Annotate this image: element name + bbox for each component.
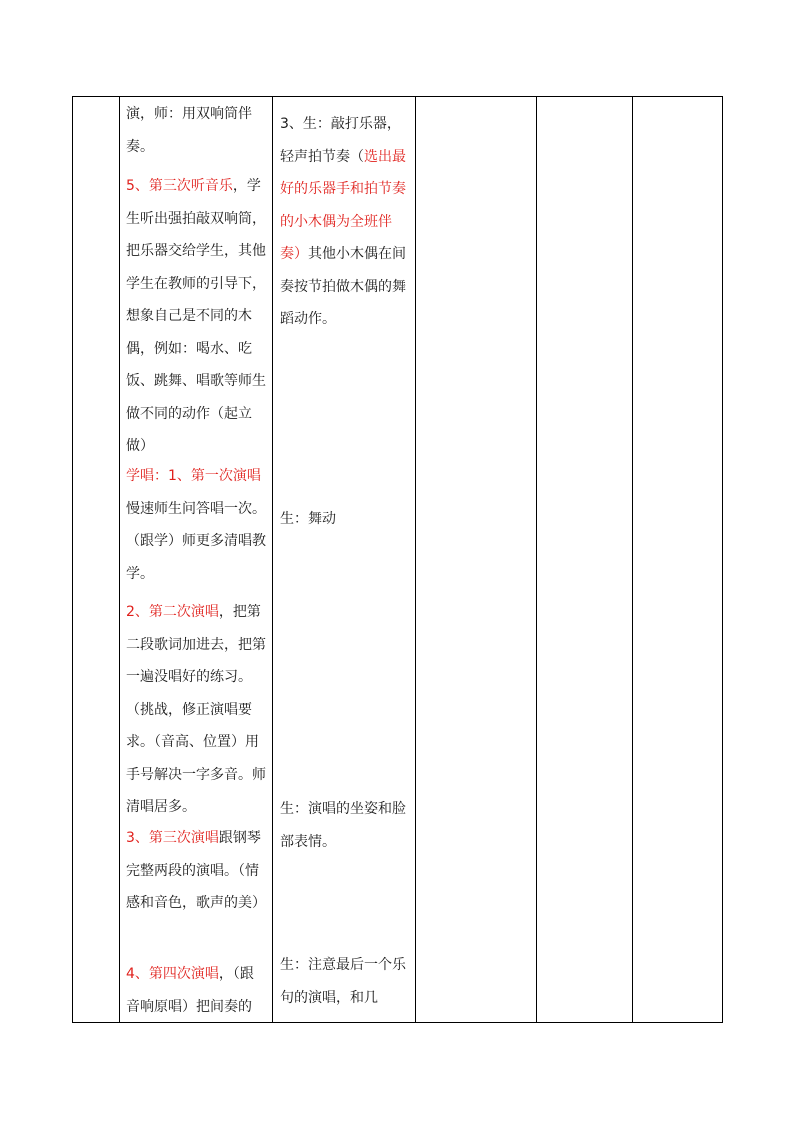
paragraph-text: 慢速师生问答唱一次。（跟学）师更多清唱教学。 <box>126 500 266 582</box>
empty-cell-5 <box>537 97 633 1023</box>
paragraph-text: ，学生听出强拍敲双响筒，把乐器交给学生，其他学生在教师的引导下，想象自己是不同的木偶，例如：喝水、吃饭、跳舞、唱歌等师生做不同的动作（起立做） <box>126 178 266 454</box>
teacher-paragraph-5 <box>126 822 266 920</box>
paragraph-text: 生：注意最后一个乐句的演唱，和几 <box>280 957 406 1006</box>
stage-heading: 学唱：1、第一次演唱 <box>126 468 261 484</box>
teacher-activity-cell <box>120 97 273 1023</box>
stage-heading: 3、第三次演唱 <box>126 830 219 846</box>
student-paragraph-3 <box>280 793 410 858</box>
stage-heading: 5、第三次听音乐 <box>126 178 233 194</box>
table-row <box>73 97 723 1023</box>
paragraph-text: ，把第二段歌词加进去，把第一遍没唱好的练习。（挑战，修正演唱要求。（音高、位置）用手号解决一字多音。师清唱居多。 <box>126 604 266 815</box>
stage-heading: 4、第四次演唱 <box>126 966 219 982</box>
highlight-text: 选出最好的乐器手和拍节奏的小木偶为全班伴奏） <box>280 148 406 262</box>
teacher-paragraph-2 <box>126 170 266 463</box>
stage-heading: 2、第二次演唱 <box>126 604 219 620</box>
step-cell <box>73 97 120 1023</box>
student-activity-cell <box>273 97 416 1023</box>
student-paragraph-2 <box>280 503 410 536</box>
empty-cell-6 <box>633 97 723 1023</box>
paragraph-text: 生：舞动 <box>280 511 336 527</box>
student-paragraph-1 <box>280 108 410 336</box>
paragraph-text: 演，师：用双响筒伴奏。 <box>126 106 252 155</box>
paragraph-text: 3、生：敲打乐器，轻声拍节奏（ <box>280 116 401 165</box>
teacher-paragraph-4 <box>126 596 266 824</box>
teacher-paragraph-1 <box>126 98 266 163</box>
empty-cell-4 <box>416 97 537 1023</box>
paragraph-text: 跟钢琴完整两段的演唱。（情感和音色，歌声的美） <box>126 830 266 911</box>
student-paragraph-4 <box>280 949 410 1014</box>
paragraph-text: ，（跟音响原唱）把间奏的 <box>126 966 254 1015</box>
paragraph-text: 生：演唱的坐姿和脸部表情。 <box>280 801 406 850</box>
teacher-paragraph-3 <box>126 460 266 590</box>
paragraph-text: 其他小木偶在间奏按节拍做木偶的舞蹈动作。 <box>280 246 406 327</box>
lesson-plan-table <box>72 96 723 1023</box>
teacher-paragraph-6 <box>126 958 266 1023</box>
